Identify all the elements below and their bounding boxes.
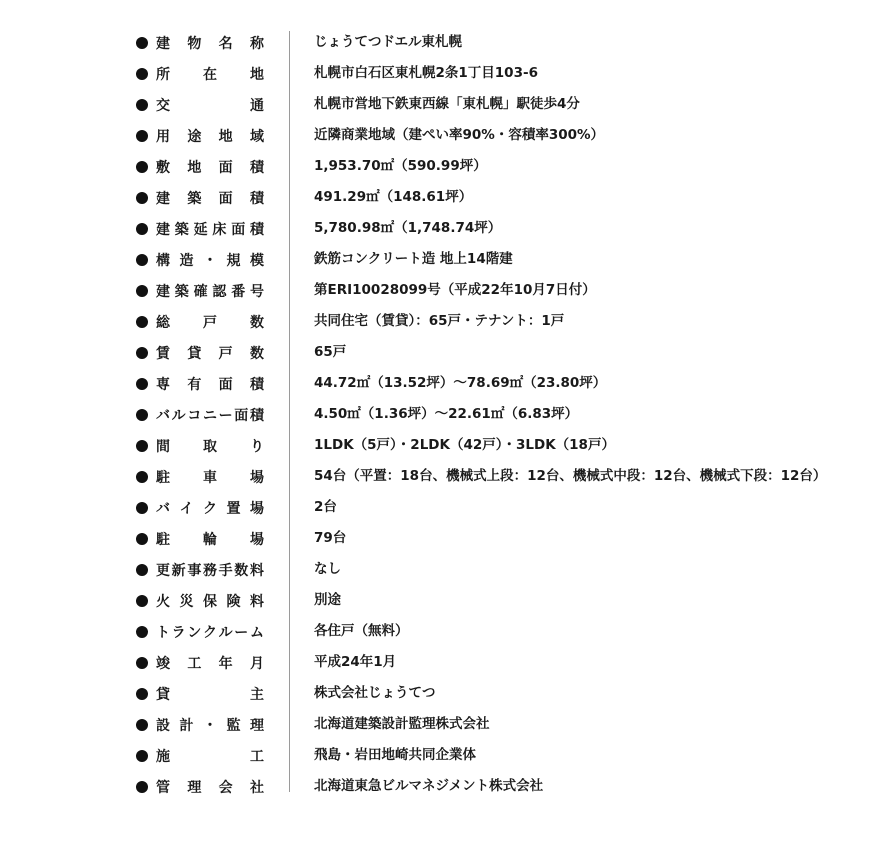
spec-row — [136, 585, 856, 616]
spec-label: 建 築 確 認 番 号 — [156, 283, 264, 300]
spec-label: ト ラ ン ク ル ー ム — [156, 624, 264, 641]
spec-row — [136, 244, 856, 275]
spec-value: 2台 — [314, 499, 337, 515]
spec-value: 飛島・岩田地崎共同企業体 — [314, 747, 476, 763]
bullet-icon — [136, 192, 148, 204]
spec-row — [136, 182, 856, 213]
spec-label: 用 途 地 域 — [156, 128, 264, 145]
spec-row — [136, 492, 856, 523]
spec-value: 79台 — [314, 530, 347, 546]
spec-value: 491.29㎡（148.61坪） — [314, 189, 473, 205]
spec-row — [136, 709, 856, 740]
spec-value: 北海道東急ビルマネジメント株式会社 — [314, 778, 544, 794]
spec-label: 賃 貸 戸 数 — [156, 345, 264, 362]
spec-row — [136, 740, 856, 771]
spec-label: 貸 主 — [156, 686, 264, 703]
spec-row — [136, 306, 856, 337]
spec-row — [136, 461, 856, 492]
bullet-icon — [136, 316, 148, 328]
spec-value: 5,780.98㎡（1,748.74坪） — [314, 220, 502, 236]
spec-row — [136, 27, 856, 58]
spec-row — [136, 120, 856, 151]
spec-label: 交 通 — [156, 97, 264, 114]
spec-value: 65戸 — [314, 344, 347, 360]
spec-row — [136, 368, 856, 399]
spec-value: 別途 — [314, 592, 341, 608]
spec-value: 54台（平置：18台、機械式上段：12台、機械式中段：12台、機械式下段：12台） — [314, 468, 827, 484]
spec-label: 管 理 会 社 — [156, 779, 264, 796]
bullet-icon — [136, 285, 148, 297]
bullet-icon — [136, 750, 148, 762]
spec-row — [136, 523, 856, 554]
spec-label: 火 災 保 険 料 — [156, 593, 264, 610]
spec-label: 施 工 — [156, 748, 264, 765]
bullet-icon — [136, 254, 148, 266]
spec-label: バ ル コ ニ ー 面 積 — [156, 407, 264, 424]
bullet-icon — [136, 657, 148, 669]
bullet-icon — [136, 564, 148, 576]
spec-label: 敷 地 面 積 — [156, 159, 264, 176]
bullet-icon — [136, 688, 148, 700]
spec-row — [136, 399, 856, 430]
spec-value: 札幌市白石区東札幌2条1丁目103-6 — [314, 65, 538, 81]
spec-label: 駐 車 場 — [156, 469, 264, 486]
spec-label: 更 新 事 務 手 数 料 — [156, 562, 264, 579]
bullet-icon — [136, 781, 148, 793]
bullet-icon — [136, 595, 148, 607]
spec-value: 鉄筋コンクリート造 地上14階建 — [314, 251, 513, 267]
bullet-icon — [136, 37, 148, 49]
spec-row — [136, 275, 856, 306]
spec-value: 平成24年1月 — [314, 654, 397, 670]
spec-label: 駐 輪 場 — [156, 531, 264, 548]
spec-value: 各住戸（無料） — [314, 623, 409, 639]
spec-label: 専 有 面 積 — [156, 376, 264, 393]
bullet-icon — [136, 471, 148, 483]
spec-row — [136, 89, 856, 120]
spec-label: 建 築 面 積 — [156, 190, 264, 207]
spec-value: 札幌市営地下鉄東西線「東札幌」駅徒歩4分 — [314, 96, 580, 112]
spec-row — [136, 213, 856, 244]
bullet-icon — [136, 99, 148, 111]
bullet-icon — [136, 347, 148, 359]
spec-value: なし — [314, 561, 341, 577]
spec-row — [136, 58, 856, 89]
spec-row — [136, 337, 856, 368]
spec-label: 間 取 り — [156, 438, 264, 455]
bullet-icon — [136, 130, 148, 142]
spec-label: バ イ ク 置 場 — [156, 500, 264, 517]
spec-row — [136, 616, 856, 647]
bullet-icon — [136, 502, 148, 514]
bullet-icon — [136, 68, 148, 80]
spec-value: 1,953.70㎡（590.99坪） — [314, 158, 487, 174]
spec-label: 総 戸 数 — [156, 314, 264, 331]
spec-row — [136, 151, 856, 182]
spec-label: 構 造 ・ 規 模 — [156, 252, 264, 269]
spec-value: 北海道建築設計監理株式会社 — [314, 716, 490, 732]
spec-value: 44.72㎡（13.52坪）〜78.69㎡（23.80坪） — [314, 375, 607, 391]
bullet-icon — [136, 223, 148, 235]
spec-label: 建 物 名 称 — [156, 35, 264, 52]
spec-row — [136, 554, 856, 585]
spec-row — [136, 771, 856, 802]
bullet-icon — [136, 533, 148, 545]
bullet-icon — [136, 409, 148, 421]
spec-row — [136, 430, 856, 461]
spec-label: 竣 工 年 月 — [156, 655, 264, 672]
spec-label: 設 計 ・ 監 理 — [156, 717, 264, 734]
property-spec-table — [136, 27, 856, 802]
spec-value: 近隣商業地域（建ぺい率90%・容積率300%） — [314, 127, 605, 143]
spec-value: 4.50㎡（1.36坪）〜22.61㎡（6.83坪） — [314, 406, 579, 422]
spec-value: 1LDK（5戸）・2LDK（42戸）・3LDK（18戸） — [314, 437, 615, 453]
bullet-icon — [136, 440, 148, 452]
spec-value: じょうてつドエル東札幌 — [314, 34, 462, 50]
bullet-icon — [136, 626, 148, 638]
bullet-icon — [136, 161, 148, 173]
spec-label: 所 在 地 — [156, 66, 264, 83]
spec-row — [136, 647, 856, 678]
spec-value: 共同住宅（賃貸）：65戸・テナント：1戸 — [314, 313, 565, 329]
spec-label: 建 築 延 床 面 積 — [156, 221, 264, 238]
bullet-icon — [136, 719, 148, 731]
spec-value: 第ERI10028099号（平成22年10月7日付） — [314, 282, 596, 298]
bullet-icon — [136, 378, 148, 390]
spec-value: 株式会社じょうてつ — [314, 685, 436, 701]
spec-row — [136, 678, 856, 709]
